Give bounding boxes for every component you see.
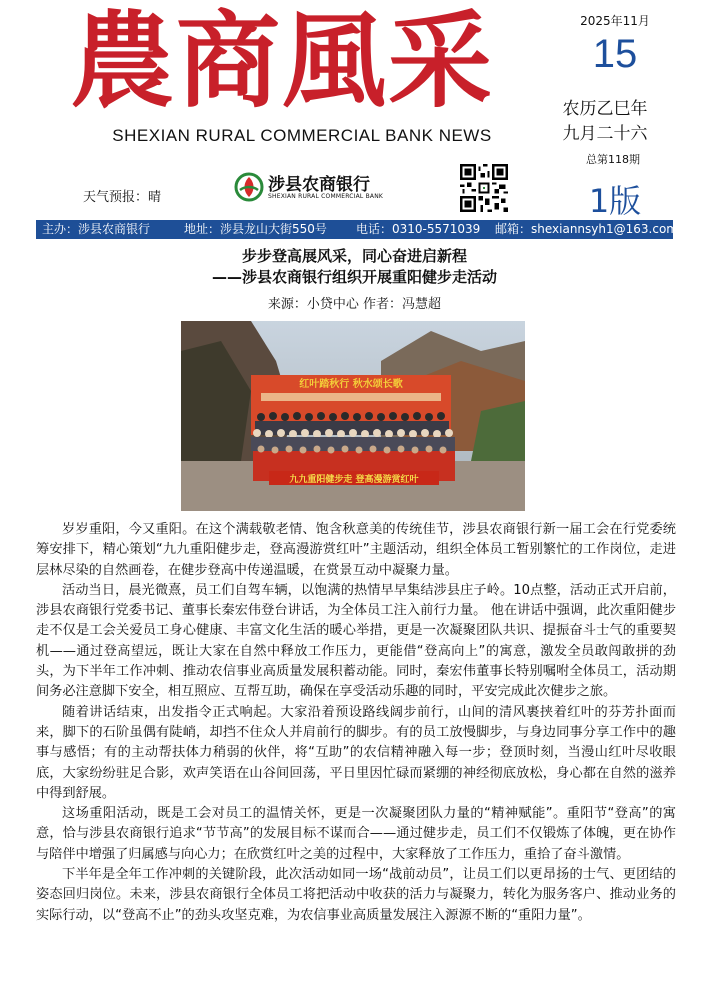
article-paragraph: 岁岁重阳，今又重阳。在这个满载敬老情、饱含秋意美的传统佳节，涉县农商银行新一届工会在行党委统筹安排下，精心策划“九九重阳健步走，登高漫游赏红叶”主题活动，组织全体员工暂别繁忙的工作岗位，走进层林尽染的自然画卷，在健步登高中传递温暖，在赏景互动中凝聚力量。: [36, 522, 676, 578]
article-body: [36, 520, 676, 926]
qr-code-icon: [460, 164, 508, 212]
article-subtitle: ——涉县农商银行组织开展重阳健步走活动: [211, 268, 497, 286]
info-host: 主办：涉县农商银行: [42, 222, 151, 236]
info-email: 邮箱：shexiannsyh1@163.com: [495, 222, 678, 236]
bank-logo-name: 涉县农商银行: [268, 175, 370, 195]
edition-label: 1版: [588, 182, 642, 220]
article-paragraph: 这场重阳活动，既是工会对员工的温情关怀，更是一次凝聚团队力量的“精神赋能”。重阳节“登高”的寓意，恰与涉县农商银行追求“节节高”的发展目标不谋而合——通过健步走，员工们不仅锻炼了体魄，更在协作与陪伴中增强了归属感与向心力；在欣赏红叶之美的过程中，大家释放了工作压力，重拾了奋斗激情。: [36, 806, 676, 862]
issue-day: 15: [592, 32, 638, 76]
masthead-english-title: SHEXIAN RURAL COMMERCIAL BANK NEWS: [112, 126, 492, 145]
article-title: 步步登高展风采，同心奋进启新程: [241, 247, 467, 265]
photo-banner-bottom: 九九重阳健步走 登高漫游赏红叶: [289, 475, 419, 485]
issue-number: 总第118期: [586, 153, 640, 166]
bank-logo: [234, 168, 404, 206]
group-photo: [181, 321, 525, 511]
lunar-year: 农历乙巳年: [562, 99, 648, 119]
weather-forecast: 天气预报：晴: [83, 190, 162, 205]
article-headline: [36, 246, 673, 288]
lunar-day: 九月二十六: [562, 124, 648, 144]
article-byline: 来源：小贷中心 作者：冯慧超: [267, 297, 442, 312]
article-paragraph: 活动当日，晨光微熹，员工们自驾车辆，以饱满的热情早早集结涉县庄子岭。10点整，活动正式开启前，涉县农商银行党委书记、董事长秦宏伟登台讲话，为全体员工注入前行力量。 他在讲话中强调，此次重阳健步走不仅是工会关爱员工身心健康、丰富文化生活的暖心举措，更是一次凝聚团队共识、提振奋斗士气的重要契机——通过登高望远，既让大家在自然中释放工作压力，更能借“登高向上”的寓意，激发全员敢闯敢拼的劲头，为下半年工作冲刺、推动农信事业高质量发展积蓄动能。同时，秦宏伟董事长特别嘱咐全体员工，活动期间务必注意脚下安全，相互照应、互帮互助，确保在享受活动乐趣的同时，平安完成此次健步之旅。: [36, 582, 676, 700]
issue-date: 2025年11月: [580, 14, 650, 28]
photo-banner-top: 红叶踏秋行 秋水颂长歌: [299, 379, 403, 390]
bank-logo-icon: [234, 172, 264, 202]
info-address: 地址：涉县龙山大街550号: [184, 222, 327, 236]
info-phone: 电话：0310-5571039: [356, 222, 481, 236]
bank-logo-english: SHEXIAN RURAL COMMERCIAL BANK: [268, 193, 384, 200]
article-paragraph: 随着讲话结束，出发指令正式响起。大家沿着预设路线阔步前行，山间的清风裹挟着红叶的芬芳扑面而来，脚下的石阶虽偶有陡峭，却挡不住众人并肩前行的脚步。有的员工放慢脚步，与身边同事分享工作中的趣事与感悟；有的主动帮扶体力稍弱的伙伴，将“互助”的农信精神融入每一步；登顶时刻，当漫山红叶尽收眼底，大家纷纷驻足合影，欢声笑语在山谷间回荡，平日里因忙碌而紧绷的神经彻底放松，身心都在自然的滋养中得到舒展。: [36, 704, 676, 801]
lunar-date: [540, 97, 670, 147]
masthead-title: 農商風采: [70, 0, 495, 122]
newspaper-info-bar: [36, 220, 678, 239]
article-paragraph: 下半年是全年工作冲刺的关键阶段，此次活动如同一场“战前动员”，让员工们以更昂扬的士气、更团结的姿态回归岗位。未来，涉县农商银行全体员工将把活动中收获的活力与凝聚力，转化为服务客户、推动业务的实际行动，以“登高不止”的劲头攻坚克难，为农信事业高质量发展注入源源不断的“重阳力量”。: [36, 867, 676, 923]
